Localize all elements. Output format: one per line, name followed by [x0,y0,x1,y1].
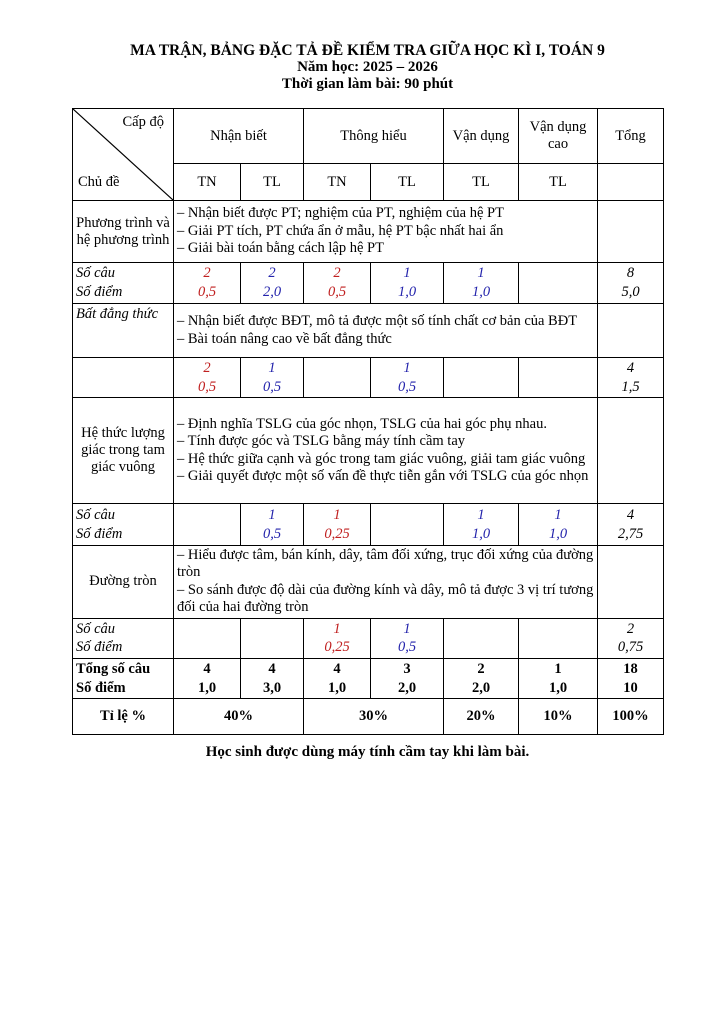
topic-total-empty [598,398,664,504]
cell-th-tl [371,504,444,546]
desc-line: – Hiểu được tâm, bán kính, dây, tâm đối xứng, trục đối xứng của đường tròn [177,547,594,581]
diem-value: 2,0 [262,284,282,300]
cell-vd-tl [444,618,519,658]
cell-th-tl [371,263,444,304]
header-tong: Tổng [598,109,664,164]
counts-row-duong-tron [73,618,664,658]
counts-row-he-thuc-luong-giac [73,504,664,546]
diem-value: 0,25 [324,639,350,656]
cell-nb-tn [174,618,241,658]
grand-cell-th-tn [304,658,371,699]
cau-value: 1 [403,265,411,282]
subheader-tong-empty [598,164,664,201]
cell-nb-tl [241,263,304,304]
header-cap-do: Cấp độ [122,114,164,130]
cau-total: 18 [623,660,638,677]
header-nhan-biet: Nhận biết [174,109,304,164]
cell-vd-tl [444,358,519,398]
so-cau-label: Số câu [76,507,116,524]
diem-value: 2,0 [397,679,417,696]
diem-total: 10 [623,679,638,696]
diem-value: 1,0 [471,525,491,542]
subheader-tl-2: TL [371,164,444,201]
ratio-nhan-biet: 40% [174,699,304,735]
ratio-thong-hieu: 30% [304,699,444,735]
row-labels [73,618,174,658]
diem-value: 2,0 [471,679,491,696]
grand-cell-th-tl [371,658,444,699]
cell-total [598,358,664,398]
topic-name: Phương trình và hệ phương trình [73,201,174,263]
so-diem-label: Số điểm [76,679,126,696]
counts-row-bat-dang-thuc [73,358,664,398]
diem-value: 1,0 [548,679,568,696]
grand-cell-nb-tl [241,658,304,699]
topic-total-empty [598,201,664,263]
grand-cell-vd [444,658,519,699]
desc-line: – So sánh được độ dài của đường kính và dây, mô tả được 3 vị trí tương đối của hai đường tròn [177,581,594,616]
ratio-van-dung-cao: 10% [519,699,598,735]
row-labels [73,504,174,546]
cau-value: 1 [554,660,562,677]
desc-line: – Nhận biết được BĐT, mô tả được một số tính chất cơ bản của BĐT [177,313,578,330]
cell-total [598,263,664,304]
row-labels [73,263,174,304]
ratio-label: Tỉ lệ % [73,699,174,735]
diem-value: 0,5 [262,378,282,395]
topic-description [174,304,598,358]
school-year: Năm học: 2025 – 2026 [297,59,438,75]
so-diem-label: Số điểm [76,284,123,300]
so-diem-label: Số điểm [76,639,123,656]
cau-value: 2 [203,360,211,376]
diem-value: 0,5 [197,284,217,300]
grand-total-labels [73,658,174,699]
cau-value: 4 [333,660,341,677]
diem-value: 1,0 [327,679,347,696]
cell-vd-tl [444,263,519,304]
cell-vd-tl [444,504,519,546]
cau-value: 2 [268,265,276,282]
cell-total [598,618,664,658]
header-chu-de: Chủ đề [78,174,120,190]
header-thong-hieu: Thông hiểu [304,109,444,164]
diem-value: 1,0 [197,679,217,696]
diem-value: 0,5 [197,378,217,395]
diem-value: 3,0 [262,679,282,696]
grand-total-row [73,658,664,699]
grand-cell-total [598,658,664,699]
cau-value: 2 [477,660,485,677]
footer-note: Học sinh được dùng máy tính cầm tay khi làm bài. [205,744,530,761]
cell-total [598,504,664,546]
ratio-van-dung: 20% [444,699,519,735]
cau-value: 1 [268,360,276,376]
cell-vdc-tl [519,504,598,546]
document-page [72,42,663,761]
topic-description [174,546,598,619]
diem-value: 0,5 [397,378,417,395]
cell-nb-tn [174,504,241,546]
cell-nb-tn [174,263,241,304]
cell-th-tl [371,358,444,398]
topic-name: Bất đẳng thức [73,304,174,358]
cau-total: 4 [626,507,635,524]
diem-total: 0,75 [617,639,644,656]
cau-total: 4 [626,360,635,376]
cell-th-tn [304,504,371,546]
diem-value: 0,25 [324,525,350,542]
subheader-tl-4: TL [519,164,598,201]
topic-row-bat-dang-thuc [73,304,664,358]
cau-total: 2 [626,620,635,637]
cau-value: 1 [268,507,276,524]
header-van-dung-cao: Vận dụng cao [519,109,598,164]
desc-line: – Giải PT tích, PT chứa ẩn ở mẫu, hệ PT bậc nhất hai ẩn [177,222,504,239]
desc-line: – Hệ thức giữa cạnh và góc trong tam giác vuông, giải tam giác vuông [177,450,586,467]
page-title: MA TRẬN, BẢNG ĐẶC TẢ ĐỀ KIỂM TRA GIỮA HỌC KÌ I, TOÁN 9 [130,42,605,59]
cau-value: 1 [333,507,341,524]
so-cau-label: Số câu [76,620,116,637]
desc-line: – Giải quyết được một số vấn đề thực tiễn gắn với TSLG của góc nhọn [177,467,589,484]
cau-value: 4 [268,660,276,677]
header-row-levels [73,109,664,164]
cell-th-tn [304,618,371,658]
topic-row-he-thuc-luong-giac [73,398,664,504]
ratio-row [73,699,664,735]
cell-nb-tn [174,358,241,398]
cau-value: 3 [403,660,411,677]
diem-value: 0,5 [397,639,417,656]
duration: Thời gian làm bài: 90 phút [281,76,454,92]
cau-total: 8 [626,265,635,282]
desc-line: – Nhận biết được PT; nghiệm của PT, nghiệm của hệ PT [177,205,504,222]
so-diem-label: Số điểm [76,525,123,542]
diem-value: 0,5 [262,525,282,542]
counts-row-phuong-trinh [73,263,664,304]
subheader-tn-1: TN [174,164,241,201]
cell-th-tn [304,358,371,398]
diagonal-header-cell [73,109,174,201]
topic-name: Hệ thức lượng giác trong tam giác vuông [73,398,174,504]
cau-value: 1 [403,620,411,637]
diem-total: 5,0 [621,284,640,300]
cell-nb-tl [241,358,304,398]
grand-cell-nb-tn [174,658,241,699]
topic-description [174,201,598,263]
cau-value: 2 [333,265,341,282]
cau-value: 1 [403,360,411,376]
cell-nb-tl [241,504,304,546]
so-cau-label: Số câu [76,265,116,282]
subheader-tl-3: TL [444,164,519,201]
topic-row-phuong-trinh [73,201,664,263]
topic-description [174,398,598,504]
diem-value: 0,5 [327,284,347,300]
cau-value: 2 [203,265,211,282]
ratio-total: 100% [598,699,664,735]
document-header [72,42,663,93]
header-van-dung: Vận dụng [444,109,519,164]
desc-line: – Định nghĩa TSLG của góc nhọn, TSLG của hai góc phụ nhau. [177,415,547,432]
cau-value: 1 [477,507,485,524]
exam-matrix-table [72,108,664,735]
topic-name: Đường tròn [73,546,174,619]
desc-line: – Giải bài toán bằng cách lập hệ PT [177,240,384,257]
cell-vdc-tl [519,358,598,398]
cell-vdc-tl [519,618,598,658]
cau-value: 4 [203,660,211,677]
cell-th-tl [371,618,444,658]
diem-value: 1,0 [397,284,417,300]
topic-total-empty [598,304,664,358]
grand-cell-vdc [519,658,598,699]
desc-line: – Bài toán nâng cao về bất đẳng thức [177,330,392,347]
diem-total: 2,75 [617,525,644,542]
subheader-tn-2: TN [304,164,371,201]
cell-vdc-tl [519,263,598,304]
diem-total: 1,5 [621,378,640,395]
cau-value: 1 [333,620,341,637]
diem-value: 1,0 [471,284,491,300]
topic-total-empty [598,546,664,619]
tong-so-cau-label: Tổng số câu [76,660,151,677]
cau-value: 1 [477,265,485,282]
cau-value: 1 [554,507,562,524]
topic-row-duong-tron [73,546,664,619]
diem-value: 1,0 [548,525,568,542]
row-labels-empty [73,358,174,398]
subheader-tl-1: TL [241,164,304,201]
cell-th-tn [304,263,371,304]
desc-line: – Tính được góc và TSLG bằng máy tính cầm tay [177,433,466,450]
cell-nb-tl [241,618,304,658]
